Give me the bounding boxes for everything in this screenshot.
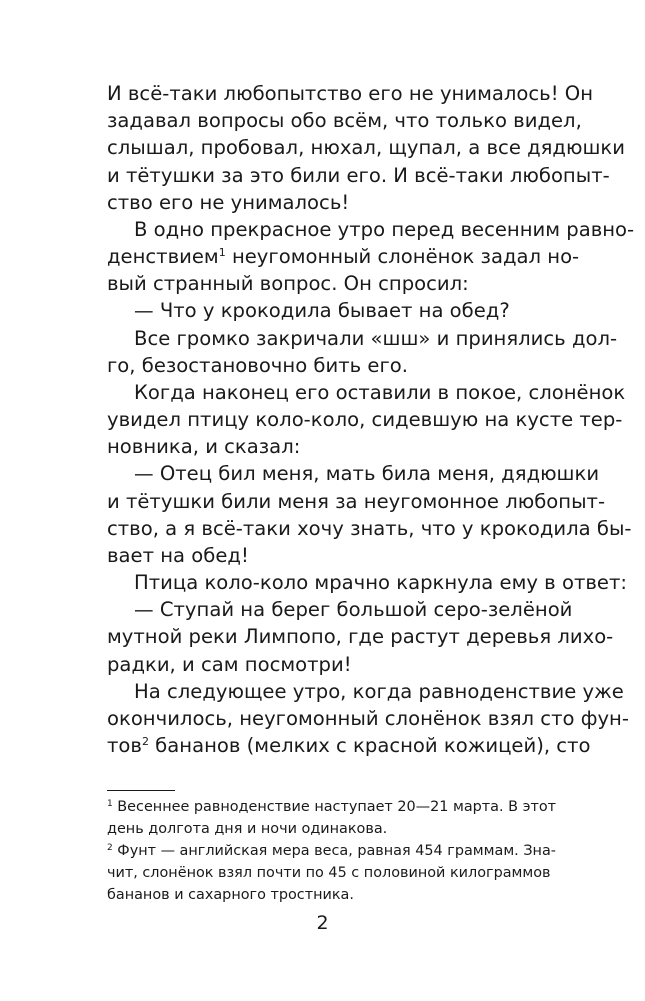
footnote-2-line	[107, 840, 556, 862]
text-line: И всё-таки любопытство его не унималось! Он	[107, 82, 594, 105]
text-line: го, безостановочно бить его.	[107, 354, 408, 377]
text-line-with-footnote-ref	[107, 733, 591, 759]
footnote-2-line: бананов и сахарного тростника.	[107, 887, 354, 903]
text-line: и тётушки били меня за неугомонное любопыт-	[107, 490, 606, 513]
text-line: Все громко закричали «шш» и принялись дол-	[134, 327, 618, 350]
text-line: задавал вопросы обо всём, что только видел,	[107, 109, 582, 132]
text-line: В одно прекрасное утро перед весенним равно-	[134, 218, 635, 241]
footnote-marker-2: 2	[107, 843, 113, 853]
text-line: слышал, пробовал, нюхал, щупал, а все дядюшки	[107, 136, 625, 159]
text-run: бананов (мелких с красной кожицей), сто	[148, 734, 591, 757]
dialogue-line: — Ступай на берег большой серо-зелёной	[134, 598, 573, 621]
text-line: окончилось, неугомонный слонёнок взял сто фун-	[107, 707, 629, 730]
text-line: ство его не унималось!	[107, 191, 350, 214]
text-line: На следующее утро, когда равноденствие уже	[134, 680, 624, 703]
footnote-1-line: день долгота дня и ночи одинакова.	[107, 821, 388, 837]
text-line-with-footnote-ref	[107, 244, 580, 270]
text-line: новника, и сказал:	[107, 435, 301, 458]
text-line: Когда наконец его оставили в покое, слонёнок	[134, 381, 626, 404]
text-run: денствием	[107, 245, 219, 268]
text-line: ство, а я всё-таки хочу знать, что у крокодила бы-	[107, 517, 632, 540]
footnote-text: Весеннее равноденствие наступает 20—21 марта. В этот	[112, 799, 557, 815]
page-number: 2	[316, 912, 329, 934]
dialogue-line: — Что у крокодила бывает на обед?	[134, 299, 510, 322]
footnote-marker-1: 1	[107, 799, 113, 809]
footnote-text: Фунт — английская мера веса, равная 454 граммам. Зна-	[112, 843, 556, 859]
footnote-2-line: чит, слонёнок взял почти по 45 с половиной килограммов	[107, 865, 551, 881]
text-line: Птица коло-коло мрачно каркнула ему в ответ:	[134, 571, 627, 594]
text-line: радки, и сам посмотри!	[107, 653, 352, 676]
footnote-ref-2: 2	[141, 735, 149, 748]
footnote-ref-1: 1	[218, 246, 226, 259]
text-run: неугомонный слонёнок задал но-	[225, 245, 580, 268]
dialogue-line: — Отец бил меня, мать била меня, дядюшки	[134, 462, 600, 485]
text-run: тов	[107, 734, 142, 757]
text-line: и тётушки за это били его. И всё-таки любопыт-	[107, 164, 610, 187]
text-line: вает на обед!	[107, 544, 249, 567]
text-line: вый странный вопрос. Он спросил:	[107, 272, 469, 295]
text-line: увидел птицу коло-коло, сидевшую на кусте тер-	[107, 408, 623, 431]
footnote-separator	[107, 790, 175, 791]
text-line: мутной реки Лимпопо, где растут деревья лихо-	[107, 625, 614, 648]
footnote-1-line	[107, 796, 557, 818]
